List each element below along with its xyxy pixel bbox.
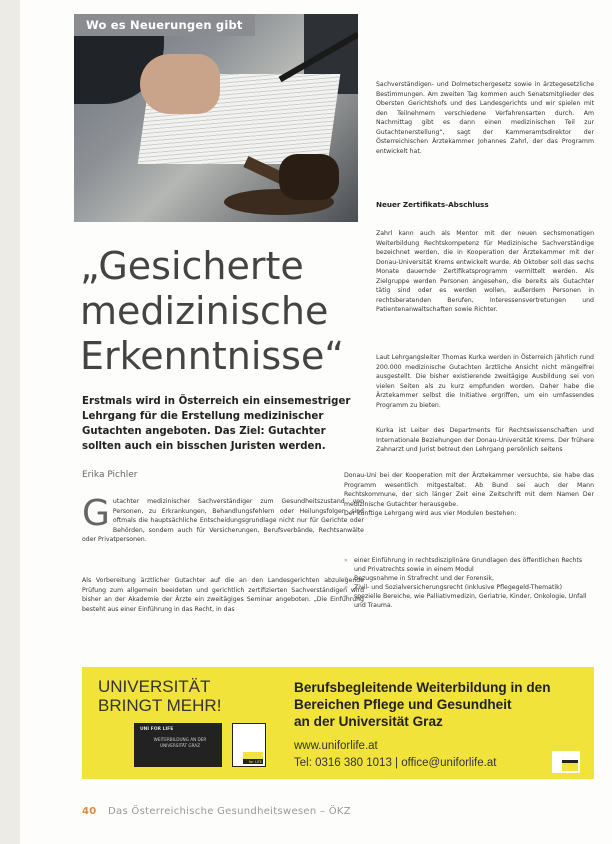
modules-list bbox=[344, 556, 594, 610]
section-tag: Wo es Neuerungen gibt bbox=[74, 14, 255, 36]
page-number: 40 bbox=[82, 806, 97, 817]
modules-intro: Der künftige Lehrgang wird aus vier Modulen bestehen: bbox=[344, 510, 517, 517]
headline-line: Erkenntnisse“ bbox=[80, 334, 345, 378]
body-paragraph: Kurka ist Leiter des Departments für Rechtswissenschaften und Internationale Beziehungen der Donau-Universität Krems. Der frühere Zahnarzt und Jurist betreut den Lehrgang persönlich seitens bbox=[376, 427, 594, 453]
page-footer bbox=[82, 806, 351, 817]
body-paragraph bbox=[344, 471, 594, 519]
gavel-icon bbox=[279, 154, 339, 200]
ad-slogan: UNIVERSITÄT BRINGT MEHR! bbox=[98, 677, 222, 715]
article-headline bbox=[80, 244, 380, 379]
page-edge bbox=[0, 0, 20, 844]
author: Erika Pichler bbox=[82, 470, 138, 480]
body-paragraph: Zahrl kann auch als Mentor mit der neuen sechsmonatigen Weiterbildung Rechtskompetenz für Medizinische Sachverständige bezeichnet werden, die in Kooperation der Ärztekammer mit der Donau-Universität Krems entwickelt wurde. Ab Oktober soll das sechs Monate dauernde Zertifikatsprogramm vermittelt werden. Als Zielgruppe werden Personen angesehen, die bereits als Gutachter tätig sind oder es werden wollen, außerdem Personen in rechtsberatenden Berufen, Interessensvertretungen und Patientenanwaltschaften sowie Richter. bbox=[376, 230, 594, 313]
list-item: » einer Einführung in rechtsdisziplinäre Grundlagen des öffentlichen Rechts und Privatrechts sowie in einem Modul bbox=[344, 556, 594, 574]
ad-title: Berufsbegleitende Weiterbildung in den Bereichen Pflege und Gesundheit an der Universität Graz bbox=[294, 680, 551, 729]
body-text: utachter medizinischer Sachverständiger zum Gesundheitszustand von Personen, zu Erkrankungen, Behandlungsfehlern oder Heilungsfolgen sind oftmals die hauptsächliche Entscheidungsgrundlage nicht nur für Gerichte oder Behörden, sondern auch für Versicherungen, Berufsverbände, Rechtsanwälte oder Privatpersonen. bbox=[82, 498, 364, 543]
article-photo bbox=[74, 14, 358, 222]
list-item: » Zivil- und Sozialversicherungsrecht (inklusive Pflegegeld-Thematik) bbox=[344, 583, 594, 592]
subheading: Neuer Zertifikats-Abschluss bbox=[376, 200, 489, 209]
article-lead: Erstmals wird in Österreich ein einsemestriger Lehrgang für die Erstellung medizinischer Gutachten angeboten. Das Ziel: Gutachter sollten auch ein bisschen Juristen werden. bbox=[82, 396, 351, 452]
ad-contact: Tel: 0316 380 1013 | office@uniforlife.at bbox=[294, 757, 497, 769]
body-paragraph: Laut Lehrgangsleiter Thomas Kurka werden in Österreich jährlich rund 200.000 medizinische Gutachten ärztliche Ansicht nicht mängelfrei ausgestellt. Die bisher existierende zweitägige Ausbildung sei von vielen Seiten als zu kurz empfunden worden. Daher habe die Ärztekammer selbst die Initiative ergriffen, um ein umfassendes Programm zu bieten. bbox=[376, 354, 594, 409]
headline-line: medizinische bbox=[80, 289, 329, 333]
uniforlife-logo: UNI FOR LIFE WEITERBILDUNG AN DER UNIVERSITÄT GRAZ bbox=[134, 723, 222, 767]
corner-logo-icon bbox=[552, 751, 580, 773]
drop-cap: G bbox=[82, 493, 110, 534]
magazine-name: Das Österreichische Gesundheitswesen – ÖKZ bbox=[108, 806, 351, 817]
uniforlife-mark-icon: for LIFE bbox=[232, 723, 266, 767]
body-paragraph: Sachverständigen- und Dolmetschergesetz sowie in ärztegesetzliche Bestimmungen. Am zweiten Tag kommen auch Senatsmitglieder des Obersten Gerichtshofs und des Landesgerichts und wir spielen mit den Teilnehmern verschiedene Verfahrensarten durch. Am Nachmittag gibt es dann einen medizinischen Teil zur Gutachtenerstellung“, sagt der Kammeramtsdirektor der Österreichischen Ärztekammer Johannes Zahrl, der das Programm entwickelt hat. bbox=[376, 81, 594, 155]
ad-url-link[interactable]: www.uniforlife.at bbox=[294, 740, 378, 752]
advertisement[interactable] bbox=[82, 667, 594, 779]
body-paragraph bbox=[82, 493, 364, 545]
body-paragraph: Als Vorbereitung ärztlicher Gutachter auf die an den Landesgerichten abzulegende Prüfung zum allgemein beeideten und gerichtlich zertifizierten Sachverständigen wird bisher an der Akademie der Ärzte ein zweitägiges Seminar angeboten. „Die Einführung besteht aus einer Einführung in das Recht, in das bbox=[82, 577, 364, 613]
list-item: » Bezugsnahme in Strafrecht und der Forensik, bbox=[344, 574, 594, 583]
headline-line: „Gesicherte bbox=[80, 244, 304, 288]
list-item: » spezielle Bereiche, wie Palliativmedizin, Geriatrie, Kinder, Onkologie, Unfall und Trauma. bbox=[344, 592, 594, 610]
body-text: Donau-Uni bei der Kooperation mit der Ärztekammer versuchte, sie habe das Programm wesentlich mitgestaltet. Ab Bund sei auch der Mann Rechtskommune, der sich länger Zeit eine Zeitschrift mit dem Namen Der medizinische Gutachter herausgebe. bbox=[344, 472, 594, 508]
